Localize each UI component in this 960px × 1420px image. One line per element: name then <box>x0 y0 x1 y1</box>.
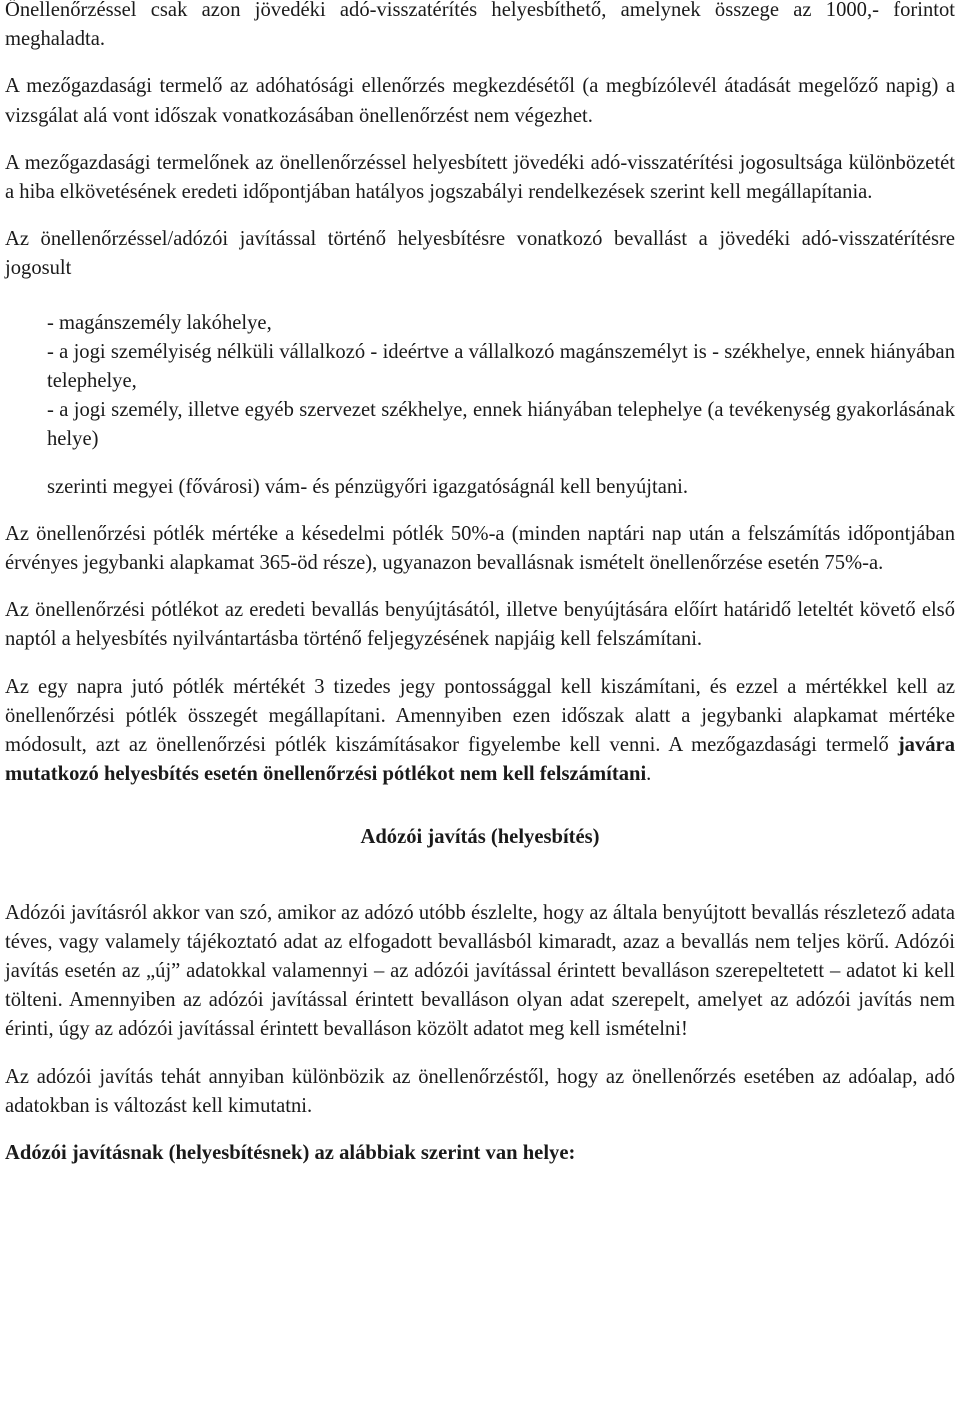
paragraph-surcharge-period: Az önellenőrzési pótlékot az eredeti bevallás benyújtásától, illetve benyújtására előírt határidő leteltét követő első naptól a helyesbítés nyilvántartásba történő feljegyzésének napjáig kell felszámítani. <box>5 599 955 651</box>
surcharge-text-end: . <box>646 763 652 786</box>
list-item: - a jogi személy, illetve egyéb szervezet székhelye, ennek hiányában telephelye (a tevékenység gyakorlásának helye) <box>47 399 955 451</box>
paragraph-correction-difference: Az adózói javítás tehát annyiban különbözik az önellenőrzéstől, hogy az önellenőrzés esetében az adóalap, adó adatokban is változást kell kimutatni. <box>5 1065 955 1117</box>
document-page <box>5 0 955 1168</box>
list-item: - magánszemély lakóhelye, <box>47 311 272 334</box>
surcharge-text: Az egy napra jutó pótlék mértékét 3 tizedes jegy pontossággal kell kiszámítani, és ezzel a mértékkel kell az önellenőrzési pótlék összegét megállapítani. Amennyiben ezen időszak alatt a jegybanki alapkamat mértéke módosult, azt az önellenőrzési pótlék kiszámításakor figyelembe kell venni. A mezőgazdasági termelő <box>5 675 955 757</box>
paragraph-correction-conditions: Adózói javításnak (helyesbítésnek) az alábbiak szerint van helye: <box>5 1142 576 1165</box>
section-heading: Adózói javítás (helyesbítés) <box>360 826 600 849</box>
paragraph-surcharge-rate: Az önellenőrzési pótlék mértéke a késedelmi pótlék 50%-a (minden naptári nap után a felszámítás időpontjában érvényes jegybanki alapkamat 365-öd része), ugyanazon bevallásnak ismételt önellenőrzése esetén 75%-a. <box>5 522 955 575</box>
paragraph-submission-intro: Az önellenőrzéssel/adózói javítással történő helyesbítésre vonatkozó bevallást a jövedéki adó-visszatérítésre jogosult <box>5 228 955 280</box>
paragraph-surcharge-calculation <box>5 673 955 790</box>
submission-location-list <box>47 309 955 502</box>
list-item: - a jogi személyiség nélküli vállalkozó - ideértve a vállalkozó magánszemélyt is - székhelye, ennek hiányában telephelye, <box>47 340 955 393</box>
paragraph-audit-restriction: A mezőgazdasági termelő az adóhatósági ellenőrzés megkezdésétől (a megbízólevél átadását megelőző napig) a vizsgálat alá vont időszak vonatkozásában önellenőrzést nem végezhet. <box>5 75 955 127</box>
submission-authority: szerinti megyei (fővárosi) vám- és pénzügyőri igazgatóságnál kell benyújtani. <box>47 475 689 498</box>
surcharge-bold-text: javára mutatkozó helyesbítés esetén önellenőrzési pótlékot nem kell felszámítani <box>5 734 955 786</box>
paragraph-difference-determination: A mezőgazdasági termelőnek az önellenőrzéssel helyesbített jövedéki adó-visszatérítési jogosultsága különbözetét a hiba elkövetésének eredeti időpontjában hatályos jogszabályi rendelkezések szerint kell megállapítania. <box>5 151 955 204</box>
paragraph-taxpayer-correction: Adózói javításról akkor van szó, amikor az adózó utóbb észlelte, hogy az általa benyújtott bevallás részletező adata téves, vagy valamely tájékoztató adat az elfogadott bevallásból kimaradt, azaz a bevallás nem teljes körű. Adózói javítás esetén az „új” adatokkal valamennyi – az adózói javítással érintett bevalláson szerepeltetett – adatot ki kell tölteni. Amennyiben az adózói javítással érintett bevalláson olyan adat szerepelt, amelyet az adózói javítás nem érinti, úgy az adózói javítással érintett bevalláson közölt adatot meg kell ismételni! <box>5 901 955 1041</box>
paragraph-self-audit-threshold: Önellenőrzéssel csak azon jövedéki adó-visszatérítés helyesbíthető, amelynek összege az 1000,- forintot meghaladta. <box>5 0 955 51</box>
